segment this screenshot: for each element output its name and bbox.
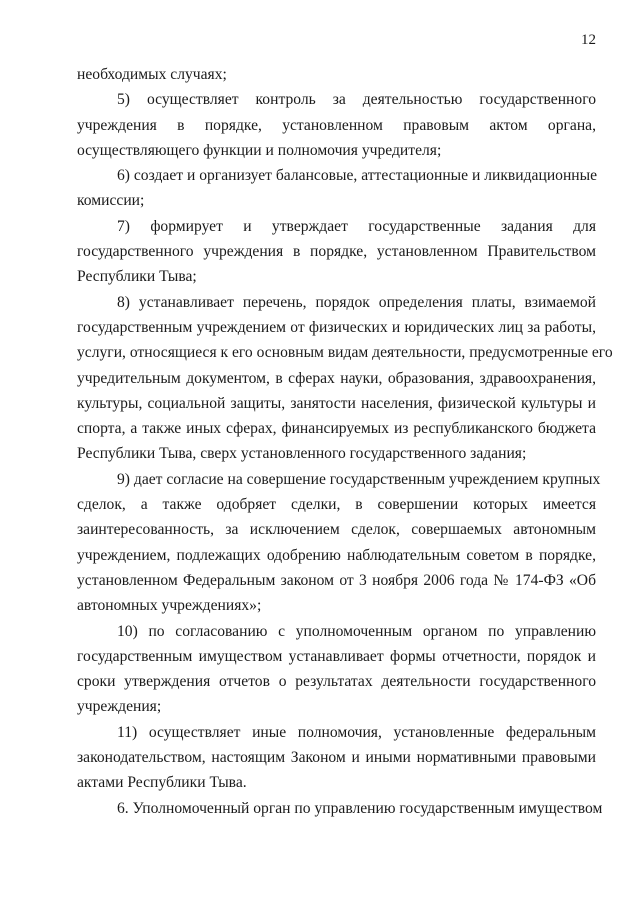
text-line: культуры, социальной защиты, занятости населения, физической культуры и [77,394,596,412]
text-line: 10) по согласованию с уполномоченным органом по управлению [117,622,596,640]
paragraph-section-6 [77,796,603,821]
text-line: государственным имуществом устанавливает формы отчетности, порядок и [77,647,596,665]
paragraph-item-10 [77,619,596,720]
paragraph-item-8 [77,290,613,467]
text-line: автономных учреждениях»; [77,597,262,615]
text-line: учреждением, подлежащих одобрению наблюдательным советом в порядке, [77,546,596,564]
text-line: учреждения; [77,698,162,716]
text-line: осуществляющего функции и полномочия учредителя; [77,141,442,159]
text-line: учреждения в порядке, установленном правовым актом органа, [77,116,596,134]
text-line: Республики Тыва, сверх установленного государственного задания; [77,445,527,463]
text-line: государственным учреждением от физических и юридических лиц за работы, [77,318,596,336]
text-line: законодательством, настоящим Законом и иными нормативными правовыми [77,749,596,767]
text-line: учредительным документом, в сферах науки, образования, здравоохранения, [77,369,596,387]
text-line: актами Республики Тыва. [77,774,247,792]
paragraph-item-9 [77,467,601,619]
page-number: 12 [581,32,596,48]
text-line: установленном Федеральным законом от 3 ноября 2006 года № 174-ФЗ «Об [77,571,596,589]
text-line: заинтересованность, за исключением сделок, совершаемых автономным [77,521,596,539]
paragraph-item-11 [77,720,596,796]
text-line: 9) дает согласие на совершение государственным учреждением крупных [117,470,601,488]
document-body [77,62,613,821]
text-line: 6) создает и организует балансовые, аттестационные и ликвидационные [117,167,598,185]
text-line: комиссии; [77,192,145,210]
text-line: 8) устанавливает перечень, порядок определения платы, взимаемой [117,293,596,311]
paragraph-item-6 [77,163,596,214]
text-line: услуги, относящиеся к его основным видам деятельности, предусмотренные его [77,344,613,362]
text-line: 5) осуществляет контроль за деятельностью государственного [117,91,596,109]
text-line: государственного учреждения в порядке, установленном Правительством [77,243,596,261]
text-line: 11) осуществляет иные полномочия, установленные федеральным [117,723,596,741]
paragraph-item-5 [77,87,596,163]
paragraph-cont-1 [77,62,596,87]
text-line: 6. Уполномоченный орган по управлению государственным имуществом [117,799,603,817]
text-line: сделок, а также одобряет сделки, в совершении которых имеется [77,496,596,514]
text-line: необходимых случаях; [77,66,227,83]
text-line: спорта, а также иных сферах, финансируемых из республиканского бюджета [77,420,596,438]
text-line: Республики Тыва; [77,268,197,286]
paragraph-item-7 [77,214,596,290]
text-line: сроки утверждения отчетов о результатах деятельности государственного [77,673,596,691]
text-line: 7) формирует и утверждает государственные задания для [117,217,596,235]
